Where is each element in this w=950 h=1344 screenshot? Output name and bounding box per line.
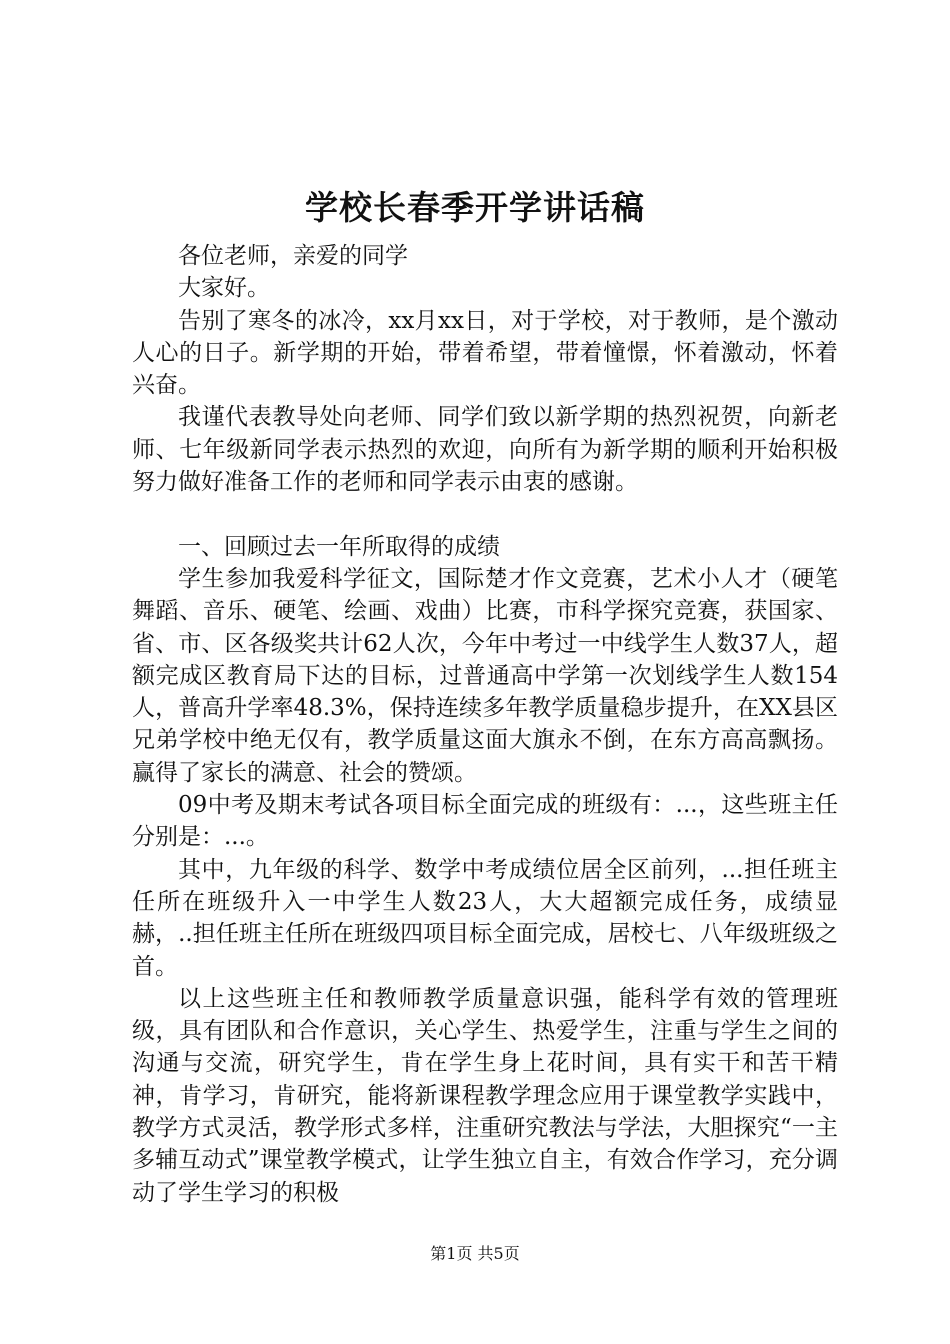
body-paragraph: 以上这些班主任和教师教学质量意识强，能科学有效的管理班级，具有团队和合作意识，关心学生、热爱学生，注重与学生之间的沟通与交流，研究学生，肯在学生身上花时间，具有实干和苦干精神，肯学习，肯研究，能将新课程教学理念应用于课堂教学实践中，教学方式灵活，教学形式多样，注重研究教法与学法，大胆探究“一主多辅互动式”课堂教学模式，让学生独立自主，有效合作学习，充分调动了学生学习的积极 (132, 985, 838, 1206)
page-number-footer: 第1页 共5页 (430, 1244, 520, 1263)
document-body (132, 240, 838, 1209)
body-paragraph: 我谨代表教导处向老师、同学们致以新学期的热烈祝贺，向新老师、七年级新同学表示热烈的欢迎，向所有为新学期的顺利开始积极努力做好准备工作的老师和同学表示由衷的感谢。 (132, 404, 838, 496)
body-paragraph: 其中，九年级的科学、数学中考成绩位居全区前列，...担任班主任所在班级升入一中学生人数23人，大大超额完成任务，成绩显赫，..担任班主任所在班级四项目标全面完成，居校七、八年级班级之首。 (132, 856, 838, 980)
body-paragraph: 告别了寒冬的冰冷，xx月xx日，对于学校，对于教师，是个激动人心的日子。新学期的开始，带着希望，带着憧憬，怀着激动，怀着兴奋。 (132, 307, 838, 399)
body-paragraph: 09中考及期末考试各项目标全面完成的班级有：...，这些班主任分别是：...。 (132, 792, 838, 851)
hello-paragraph: 大家好。 (178, 275, 270, 302)
document-title: 学校长春季开学讲话稿 (305, 188, 645, 227)
greeting-paragraph: 各位老师，亲爱的同学 (178, 243, 408, 269)
section-heading: 一、回顾过去一年所取得的成绩 (178, 533, 500, 560)
paragraph-spacer (132, 498, 838, 530)
body-paragraph: 学生参加我爱科学征文，国际楚才作文竞赛，艺术小人才（硬笔舞蹈、音乐、硬笔、绘画、戏曲）比赛，市科学探究竞赛，获国家、省、市、区各级奖共计62人次，今年中考过一中线学生人数37人，超额完成区教育局下达的目标，过普通高中学第一次划线学生人数154人，普高升学率48.3%，保持连续多年教学质量稳步提升，在XX县区兄弟学校中绝无仅有，教学质量这面大旗永不倒，在东方高高飘扬。赢得了家长的满意、社会的赞颂。 (132, 565, 838, 786)
